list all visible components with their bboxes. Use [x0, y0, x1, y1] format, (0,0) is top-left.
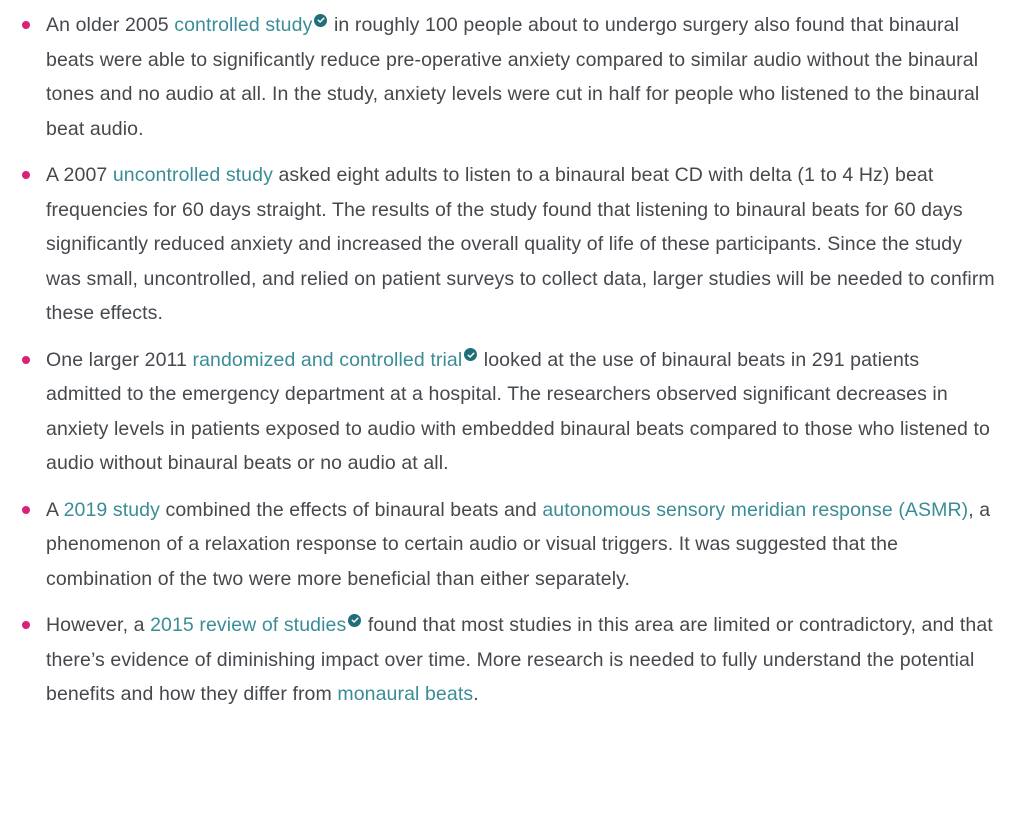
- bullet-dot-icon: [22, 621, 30, 629]
- trusted-source-check-icon[interactable]: [464, 348, 477, 361]
- study-link[interactable]: 2019 study: [63, 498, 160, 521]
- study-list-item: [46, 493, 996, 597]
- bullet-dot-icon: [22, 21, 30, 29]
- study-list-item: [46, 343, 996, 481]
- bullet-dot-icon: [22, 171, 30, 179]
- trusted-source-check-icon[interactable]: [314, 14, 327, 27]
- text-run: A: [46, 498, 64, 521]
- study-list-item: [46, 158, 996, 331]
- study-link[interactable]: 2015 review of studies: [150, 614, 347, 636]
- text-run: A 2007: [46, 164, 113, 186]
- text-run: asked eight adults to listen to a binaural beat CD with delta (1 to 4 Hz) beat frequencies for 60 days straight. The results of the study found that listening to binaural beats for 60 days significantly reduced anxiety and increased the overall quality of life of these participants. Since the study was small, uncontrolled, and relied on patient surveys to collect data, larger studies will be needed to confirm these effects.: [46, 164, 995, 324]
- text-run: .: [473, 683, 479, 705]
- study-link[interactable]: controlled study: [174, 14, 313, 36]
- study-list-item: [46, 8, 996, 146]
- text-run: combined the effects of binaural beats and: [159, 498, 543, 521]
- bullet-dot-icon: [22, 356, 30, 364]
- trusted-source-check-icon[interactable]: [348, 614, 361, 627]
- study-list-item: [46, 608, 996, 712]
- studies-list: [46, 8, 996, 712]
- text-run: However, a: [46, 614, 151, 636]
- study-link[interactable]: autonomous sensory meridian response (ASMR): [542, 498, 969, 521]
- study-link[interactable]: randomized and controlled trial: [192, 348, 463, 371]
- text-run: in roughly 100 people about to undergo surgery also found that binaural beats were able to significantly reduce pre-operative anxiety compared to similar audio without the binaural tones and no audio at all. In the study, anxiety levels were cut in half for people who listened to the binaural beat audio.: [46, 14, 980, 140]
- text-run: found that most studies in this area are limited or contradictory, and that there’s evidence of diminishing impact over time. More research is needed to fully understand the potential benefits and how they differ from: [46, 614, 993, 705]
- text-run: looked at the use of binaural beats in 291 patients admitted to the emergency department at a hospital. The researchers observed significant decreases in anxiety levels in patients exposed to audio with embedded binaural beats compared to those who listened to audio without binaural beats or no audio at all.: [46, 348, 990, 474]
- text-run: , a phenomenon of a relaxation response to certain audio or visual triggers. It was suggested that the combination of the two were more beneficial than either separately.: [46, 498, 991, 590]
- study-link[interactable]: uncontrolled study: [112, 164, 273, 186]
- bullet-dot-icon: [22, 506, 30, 514]
- text-run: An older 2005: [46, 14, 175, 36]
- text-run: One larger 2011: [46, 348, 193, 371]
- study-link[interactable]: monaural beats: [337, 683, 474, 705]
